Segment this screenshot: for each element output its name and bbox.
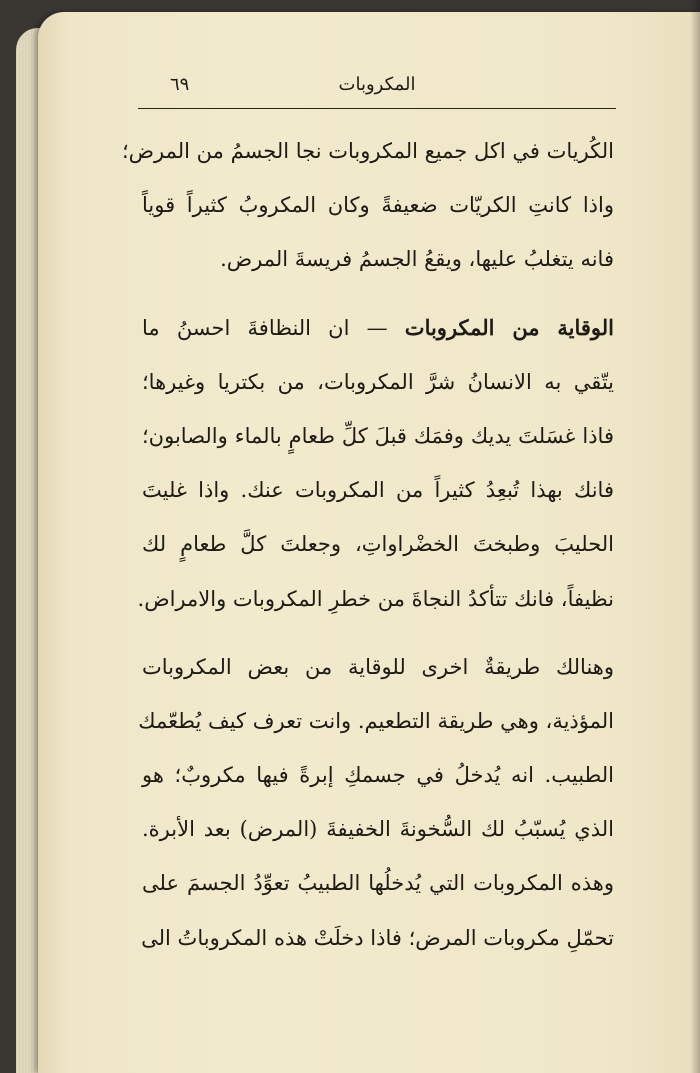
text-line: الطبيب. انه يُدخلُ في جسمكِ إبرةً فيها مكروبٌ؛ هو xyxy=(142,763,614,788)
text-line: المؤذية، وهي طريقة التطعيم. وانت تعرف كيف يُطعّمك xyxy=(138,708,614,733)
text-line: فانك بهذا تُبعِدُ كثيراً من المكروبات عنك. واذا غليتَ xyxy=(142,478,614,503)
text-line xyxy=(142,301,614,355)
binding-shadow xyxy=(690,0,700,1073)
text-line: يتّقي به الانسانُ شرَّ المكروبات، من بكتريا وغيرها؛ xyxy=(142,369,614,394)
paragraph-1 xyxy=(121,124,614,287)
text-line: واذا كانتِ الكريّات ضعيفةً وكان المكروبُ كثيراً قوياً xyxy=(142,193,614,218)
text-line: الكُريات في اكل جميع المكروبات نجا الجسمُ من المرض؛ xyxy=(121,139,614,163)
text-line: نظيفاً، فانك تتأكدُ النجاةَ من خطرِ المكروبات والامراض. xyxy=(137,586,614,611)
page-number: ٦٩ xyxy=(170,74,190,95)
running-title: المكروبات xyxy=(338,74,416,95)
text-line: فاذا غسَلتَ يديك وفمَك قبلَ كلِّ طعامٍ بالماء والصابون؛ xyxy=(142,423,614,448)
page-body xyxy=(121,124,614,965)
text-line: الحليبَ وطبختَ الخضْراواتِ، وجعلتَ كلَّ طعامٍ لك xyxy=(142,532,614,557)
heading-line-text: — ان النظافةَ احسنُ ما xyxy=(142,315,388,340)
text-line: وهنالك طريقةٌ اخرى للوقاية من بعض المكروبات xyxy=(142,654,614,679)
page-header xyxy=(138,72,616,109)
text-line: تحمّلِ مكروبات المرض؛ فاذا دخلَتْ هذه المكروباتُ الى xyxy=(141,925,614,950)
paragraph-3 xyxy=(138,640,614,965)
text-line: الذي يُسبّبُ لك السُّخونةَ الخفيفةَ (المرض) بعد الأبرة. xyxy=(142,817,614,842)
section-heading: الوقاية من المكروبات xyxy=(404,314,614,340)
book-page xyxy=(38,12,700,1073)
paragraph-2 xyxy=(137,301,614,626)
text-line: وهذه المكروبات التي يُدخلُها الطبيبُ تعوِّدُ الجسمَ على xyxy=(142,871,614,896)
text-line: فانه يتغلبُ عليها، ويقعُ الجسمُ فريسةَ المرض. xyxy=(220,247,614,272)
